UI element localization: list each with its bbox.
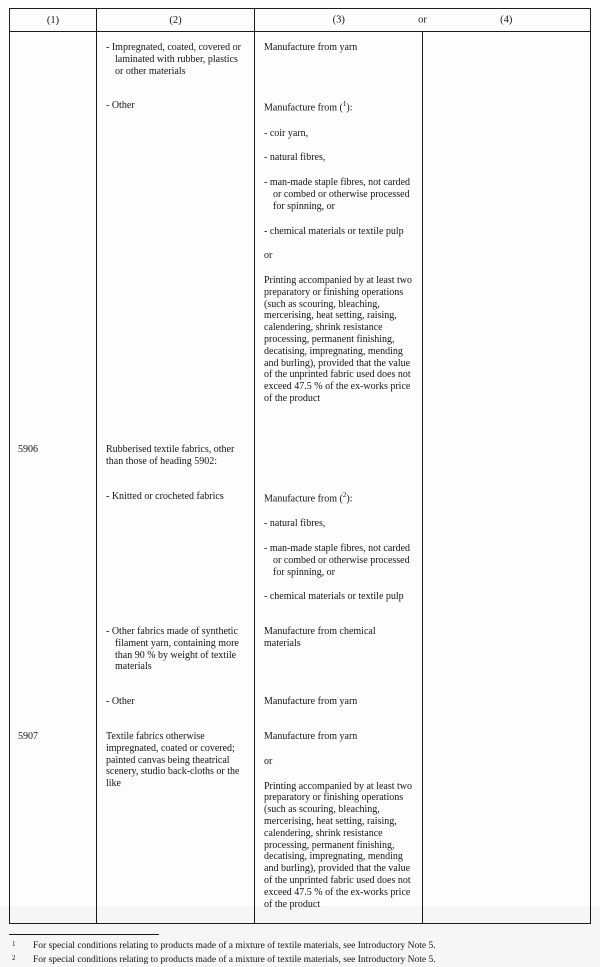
hs-code-cell [10, 434, 97, 481]
hs-code: 5906 [18, 444, 38, 456]
rule-text: Manufacture from yarn [264, 696, 358, 708]
header-col1: (1) [10, 9, 97, 31]
table-row [10, 32, 590, 90]
hs-code-cell [10, 481, 97, 616]
hs-code-cell [10, 721, 97, 923]
rule-list-item: - coir yarn, [264, 127, 309, 139]
description-text: - Other [106, 696, 135, 708]
footnote-divider [9, 934, 159, 935]
rule-cell [255, 686, 423, 721]
hs-code: 5907 [18, 731, 38, 743]
table-row [10, 90, 590, 434]
rule-or: or [264, 250, 273, 262]
footnote-2 [9, 955, 591, 967]
header-col4: (4) [500, 14, 513, 26]
rule-list-item: - natural fibres, [264, 152, 326, 164]
table-row [10, 616, 590, 686]
rule-cell [255, 616, 423, 686]
description-cell [97, 434, 255, 481]
footnote-ref-1: 1 [342, 100, 347, 109]
rule-text: Manufacture from chemical materials [264, 626, 376, 649]
table-row [10, 481, 590, 616]
rule-cell [255, 721, 423, 923]
rule-cell [255, 434, 423, 481]
rule-intro [264, 100, 414, 114]
description-cell [97, 90, 255, 434]
rule-intro-post: ): [346, 493, 353, 505]
origin-rules-table [9, 8, 591, 924]
rule-list-item: - chemical materials or textile pulp [264, 591, 404, 603]
rule-intro-post: ): [346, 102, 353, 114]
alt-rule-cell [423, 616, 590, 686]
table-row [10, 434, 590, 481]
rule-list-item: - man-made staple fibres, not carded or combed or otherwise processed for spinning, or [264, 177, 411, 212]
footnotes-section [9, 934, 591, 967]
rule-list-item: - chemical materials or textile pulp [264, 225, 404, 237]
hs-code-cell [10, 616, 97, 686]
description-text: - Knitted or crocheted fabrics [106, 490, 224, 502]
rule-cell [255, 90, 423, 434]
rule-cell [255, 481, 423, 616]
rule-text: Manufacture from yarn [264, 731, 358, 743]
rule-list-item: - natural fibres, [264, 518, 326, 530]
footnote-2-marker: 2 [12, 954, 16, 963]
hs-code-cell [10, 686, 97, 721]
rule-list-item: - man-made staple fibres, not carded or combed or otherwise processed for spinning, or [264, 542, 411, 578]
description-text: - Impregnated, coated, covered or laminated with rubber, plastics or other materials [106, 42, 241, 77]
table-header-row [10, 9, 590, 32]
header-col2: (2) [97, 9, 255, 31]
hs-code-cell [10, 90, 97, 434]
footnote-1-marker: 1 [12, 940, 16, 949]
description-text: - Other [106, 100, 135, 112]
rule-intro-pre: Manufacture from ( [264, 493, 343, 505]
alt-rule-cell [423, 721, 590, 923]
alt-rule-cell [423, 481, 590, 616]
description-text: - Other fabrics made of synthetic filament yarn, containing more than 90 % by weight of textile materials [106, 626, 239, 673]
footnote-2-text: For special conditions relating to products made of a mixture of textile materials, see Introductory Note 5. [33, 955, 436, 966]
header-or: or [418, 14, 427, 26]
footnote-ref-2: 2 [342, 490, 347, 499]
description-text: Textile fabrics otherwise impregnated, coated or covered; painted canvas being theatrical scenery, studio back-cloths or the like [106, 731, 240, 790]
alt-rule-cell [423, 32, 590, 90]
description-cell [97, 616, 255, 686]
description-cell [97, 481, 255, 616]
footnote-1 [9, 941, 591, 953]
description-cell [97, 721, 255, 923]
rule-printing-alternative: Printing accompanied by at least two preparatory or finishing operations (such as scouring, bleaching, mercerising, heat setting, raising, calendering, shrink resistance processing, permanent finishing, decatising, impregnating, mending and burling), provided that the value of the unprinted fabric used does not exceed 47.5 % of the ex-works price of the product [264, 780, 413, 910]
rule-intro [264, 491, 414, 505]
header-col3: (3) [332, 14, 345, 26]
table-row [10, 686, 590, 721]
description-text: Rubberised textile fabrics, other than those of heading 5902: [106, 444, 235, 468]
rule-intro-pre: Manufacture from ( [264, 102, 343, 114]
header-col3-or-col4 [255, 9, 590, 31]
hs-code-cell [10, 32, 97, 90]
rule-or: or [264, 755, 273, 767]
alt-rule-cell [423, 434, 590, 481]
description-cell [97, 686, 255, 721]
rule-printing-alternative: Printing accompanied by at least two preparatory or finishing operations (such as scouring, bleaching, mercerising, heat setting, raising, calendering, shrink resistance processing, permanent finishing, decatising, impregnating, mending and burling), provided that the value of the unprinted fabric used does not exceed 47.5 % of the ex-works price of the product [264, 275, 413, 405]
alt-rule-cell [423, 90, 590, 434]
rule-text: Manufacture from yarn [264, 42, 358, 53]
alt-rule-cell [423, 686, 590, 721]
footnote-1-text: For special conditions relating to products made of a mixture of textile materials, see Introductory Note 5. [33, 941, 436, 952]
description-cell [97, 32, 255, 90]
rule-cell [255, 32, 423, 90]
table-row [10, 721, 590, 923]
